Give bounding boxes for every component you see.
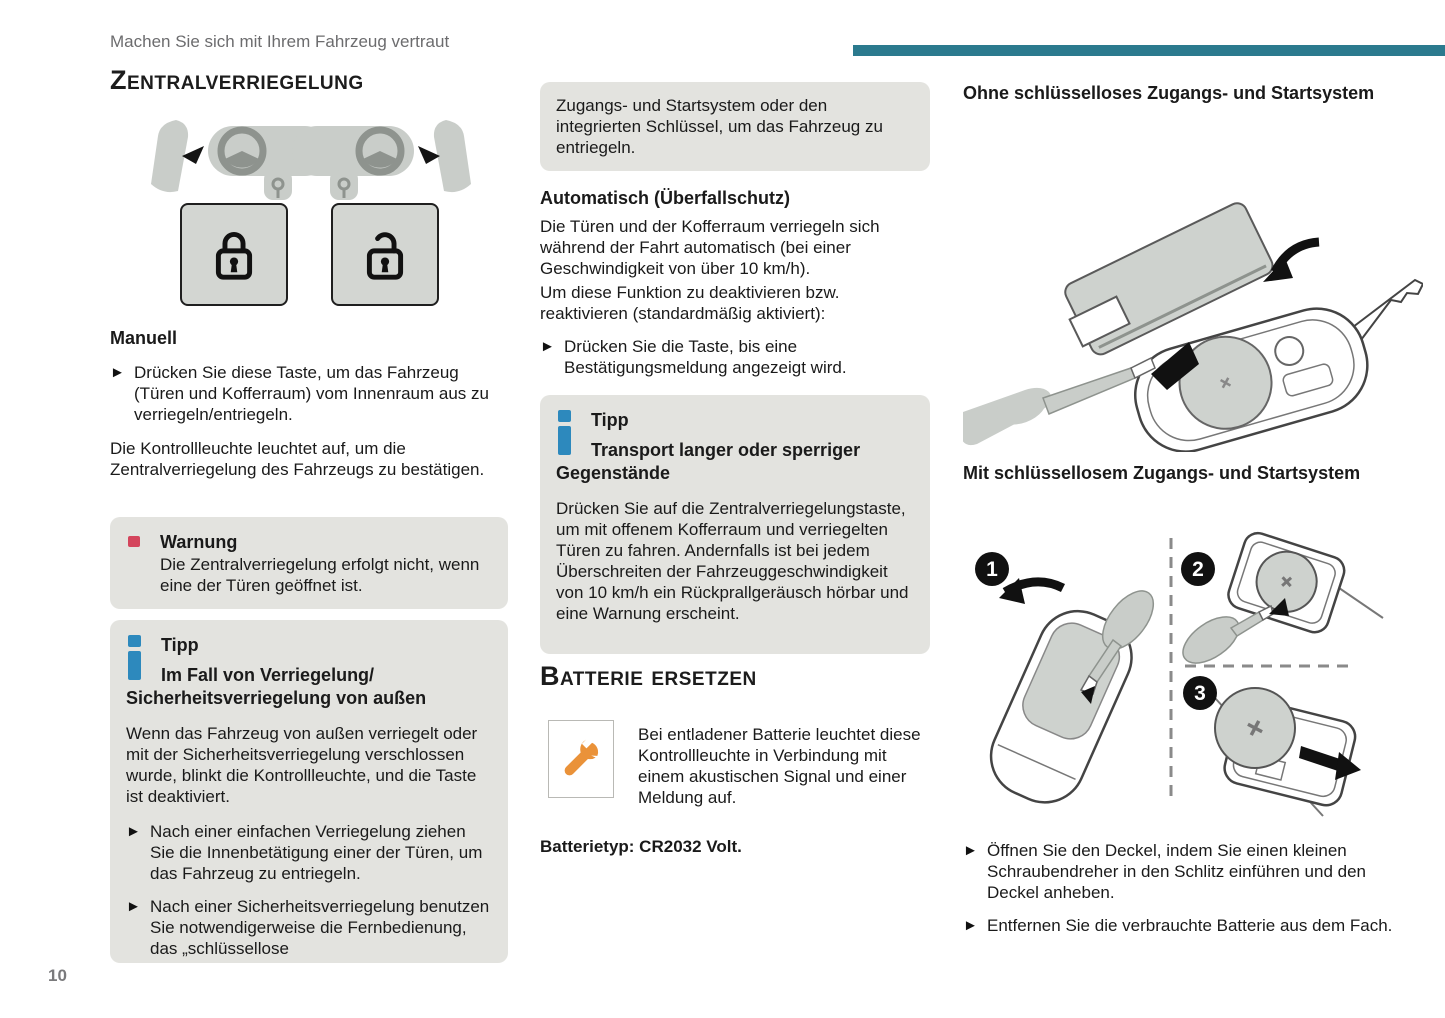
info-icon	[128, 635, 141, 681]
heading-without-keyless: Ohne schlüsselloses Zugangs- und Startsystem	[963, 83, 1375, 103]
key-blade	[1353, 280, 1423, 340]
tip-box-transport	[540, 395, 930, 654]
tip-instruction-item	[126, 821, 492, 884]
instruction-text: Drücken Sie die Taste, bis eine Bestätigungsmeldung angezeigt wird.	[564, 337, 847, 377]
warning-title: Warnung	[160, 532, 238, 552]
tip-paragraph: Drücken Sie auf die Zentralverriegelungstaste, um mit offenem Kofferraum und verriegelten Türen zu fahren. Andernfalls ist bei jedem Überschreiten der Fahrzeuggeschwindigkeit von 10 km/h ein Rückprallgeräusch hörbar und eine Warnung erscheint.	[556, 499, 909, 623]
unlock-button	[331, 203, 439, 306]
bullet-arrow-icon: ►	[963, 917, 978, 934]
tip-instruction-item	[126, 896, 492, 959]
info-icon	[558, 410, 571, 456]
service-indicator-box	[548, 720, 614, 798]
page-number: 10	[48, 966, 67, 985]
column-left	[110, 65, 510, 958]
tip-box-locking	[110, 620, 508, 963]
tip-label: Tipp	[161, 635, 199, 655]
note-box	[540, 82, 930, 171]
instruction-text: Entfernen Sie die verbrauchte Batterie aus dem Fach.	[987, 916, 1393, 935]
key-battery-illustration	[963, 162, 1423, 452]
section-title-central-locking: Zentralverriegelung	[110, 65, 364, 95]
bullet-arrow-icon: ►	[540, 338, 555, 355]
tip-instruction-text: Nach einer einfachen Verriegelung ziehen Sie die Innenbetätigung einer der Türen, um das Fahrzeug zu entriegeln.	[150, 822, 483, 883]
battery-type: Batterietyp: CR2032 Volt.	[540, 837, 742, 856]
instruction-item	[540, 336, 920, 378]
warning-box	[110, 517, 508, 609]
wrench-icon	[555, 729, 607, 789]
step1-figure	[978, 578, 1163, 815]
step-number: 2	[1192, 557, 1204, 581]
paragraph-automatic-1: Die Türen und der Kofferraum verriegeln sich während der Fahrt automatisch (bei einer Geschwindigkeit von über 10 km/h).	[540, 217, 880, 278]
section-title-battery: Batterie ersetzen	[540, 661, 757, 691]
warning-text: Die Zentralverriegelung erfolgt nicht, wenn eine der Türen geöffnet ist.	[160, 555, 480, 595]
bullet-arrow-icon: ►	[110, 364, 125, 381]
dashboard-right-drive	[292, 120, 471, 200]
instruction-text: Drücken Sie diese Taste, um das Fahrzeug (Türen und Kofferraum) vom Innenraum aus zu verriegeln/entriegeln.	[134, 363, 489, 424]
bullet-arrow-icon: ►	[126, 823, 141, 840]
instruction-item	[110, 362, 508, 425]
tip-heading: Transport langer oder sperriger Gegenstände	[556, 440, 861, 483]
bullet-arrow-icon: ►	[126, 898, 141, 915]
step-number: 1	[986, 557, 998, 581]
tip-heading: Im Fall von Verriegelung/ Sicherheitsverriegelung von außen	[126, 665, 427, 708]
instruction-item	[963, 840, 1403, 903]
lock-button	[180, 203, 288, 306]
paragraph-indicator-light: Die Kontrollleuchte leuchtet auf, um die Zentralverriegelung des Fahrzeugs zu bestätigen.	[110, 439, 485, 479]
warning-icon	[128, 532, 140, 574]
paragraph-automatic-2: Um diese Funktion zu deaktivieren bzw. reaktivieren (standardmäßig aktiviert):	[540, 283, 840, 323]
note-text: Zugangs- und Startsystem oder den integrierten Schlüssel, um das Fahrzeug zu entriegeln.	[556, 96, 883, 157]
bullet-arrow-icon: ►	[963, 842, 978, 859]
step-badge-1	[975, 552, 1009, 586]
heading-manual: Manuell	[110, 328, 178, 348]
instruction-item	[963, 915, 1403, 936]
step-number: 3	[1194, 681, 1206, 705]
heading-automatic: Automatisch (Überfallschutz)	[540, 188, 791, 208]
locked-padlock-icon	[211, 224, 257, 286]
heading-with-keyless: Mit schlüssellosem Zugangs- und Startsystem	[963, 463, 1361, 483]
battery-indicator-text: Bei entladener Batterie leuchtet diese Kontrollleuchte in Verbindung mit einem akustischen Signal und einer Meldung auf.	[638, 725, 921, 807]
accent-bar	[853, 45, 1445, 56]
unlocked-padlock-icon	[362, 224, 408, 286]
door-lock-pictogram	[146, 114, 476, 206]
screwdriver	[963, 358, 1155, 445]
tip-instruction-text: Nach einer Sicherheitsverriegelung benutzen Sie notwendigerweise die Fernbedienung, das „schlüssellose	[150, 897, 490, 958]
breadcrumb: Machen Sie sich mit Ihrem Fahrzeug vertraut	[110, 32, 450, 51]
step-badge-2	[1181, 552, 1215, 586]
tip-label: Tipp	[591, 410, 629, 430]
instruction-text: Öffnen Sie den Deckel, indem Sie einen kleinen Schraubendreher in den Schlitz einführen und den Deckel anheben.	[987, 841, 1366, 902]
tip-paragraph: Wenn das Fahrzeug von außen verriegelt oder mit der Sicherheitsverriegelung verschlossen wurde, blinkt die Kontrollleuchte, und die Taste ist deaktiviert.	[126, 724, 478, 806]
step-badge-3	[1183, 676, 1217, 710]
